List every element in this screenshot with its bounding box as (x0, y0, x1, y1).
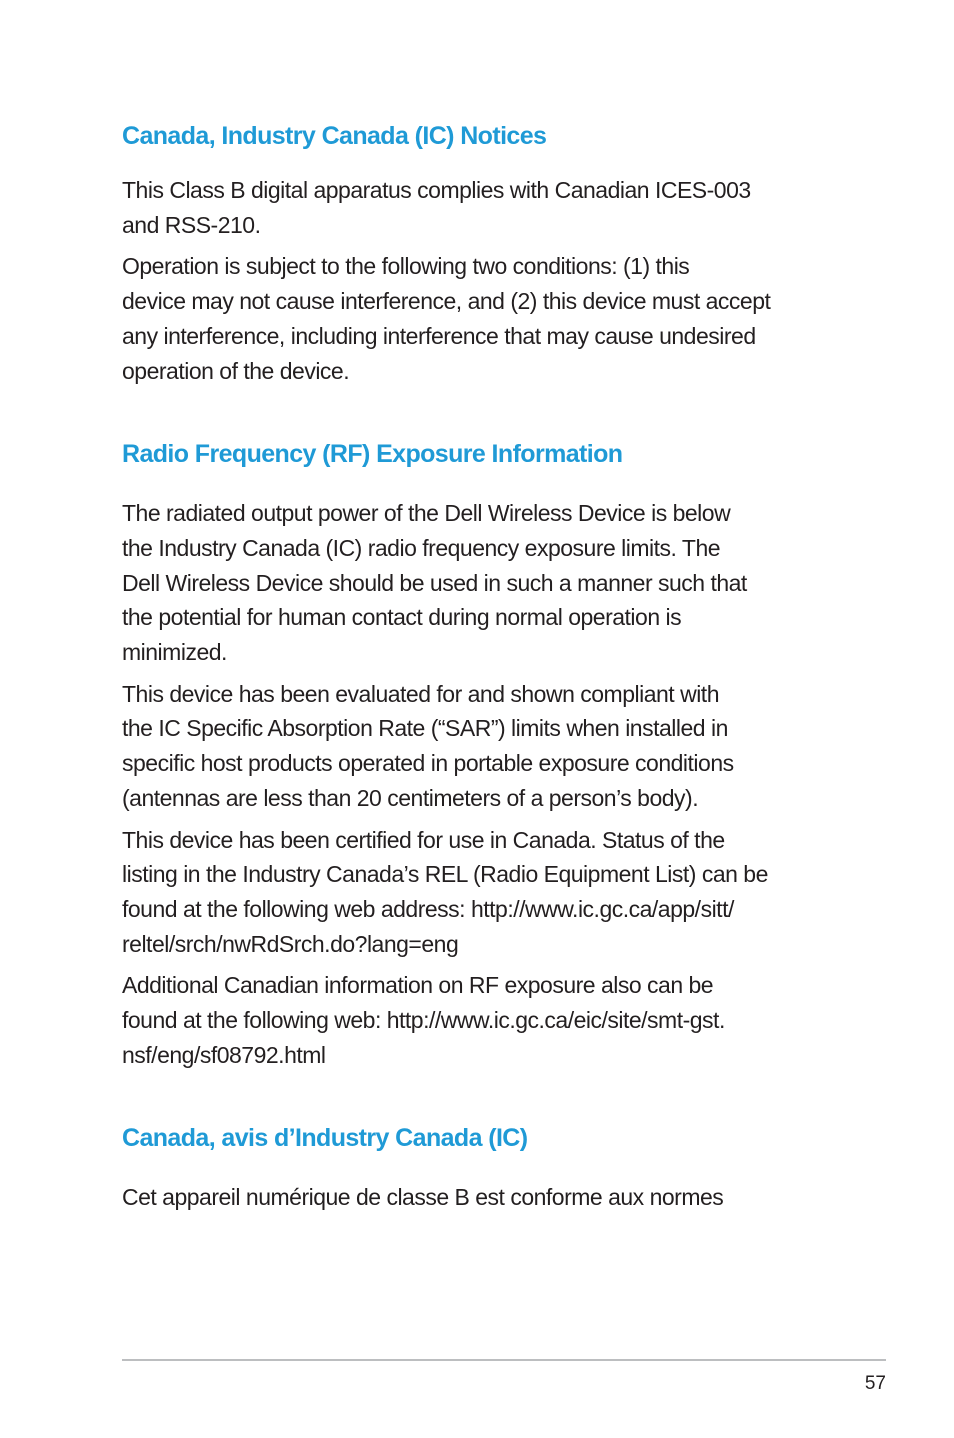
text-line: Dell Wireless Device should be used in such a manner such that (122, 569, 747, 596)
text-line: operation of the device. (122, 357, 350, 384)
text-line: specific host products operated in portable exposure conditions (122, 750, 734, 777)
page-content (122, 118, 842, 1215)
text-line: found at the following web: http://www.ic.gc.ca/eic/site/smt-gst. (122, 1007, 725, 1034)
text-line: This device has been certified for use in Canada. Status of the (122, 826, 725, 853)
text-line: the Industry Canada (IC) radio frequency exposure limits. The (122, 534, 721, 561)
text-line: listing in the Industry Canada’s REL (Radio Equipment List) can be (122, 861, 768, 888)
text-line: This device has been evaluated for and shown compliant with (122, 680, 719, 707)
section-heading-ic-notices: Canada, Industry Canada (IC) Notices (122, 122, 547, 150)
section-heading-avis-ic: Canada, avis d’Industry Canada (IC) (122, 1124, 528, 1153)
text-line: (antennas are less than 20 centimeters of a person’s body). (122, 784, 699, 811)
text-line: The radiated output power of the Dell Wireless Device is below (122, 500, 731, 527)
text-line: reltel/srch/nwRdSrch.do?lang=eng (122, 930, 459, 957)
text-line: any interference, including interference that may cause undesired (122, 322, 756, 349)
paragraph-operation-conditions (122, 249, 842, 388)
paragraph-ices-compliance (122, 173, 842, 242)
text-line: the IC Specific Absorption Rate (“SAR”) limits when installed in (122, 715, 728, 742)
footer-divider (122, 1359, 886, 1361)
text-line: and RSS-210. (122, 211, 261, 238)
paragraph-additional-info (122, 968, 842, 1072)
paragraph-sar-compliance (122, 677, 842, 816)
text-line: Additional Canadian information on RF exposure also can be (122, 972, 714, 999)
text-line: Cet appareil numérique de classe B est conforme aux normes (122, 1184, 724, 1211)
text-line: nsf/eng/sf08792.html (122, 1041, 326, 1068)
paragraph-classe-b (122, 1180, 842, 1215)
paragraph-radiated-output (122, 496, 842, 670)
text-line: the potential for human contact during normal operation is (122, 604, 682, 631)
section-heading-rf-exposure: Radio Frequency (RF) Exposure Information (122, 440, 623, 469)
text-line: This Class B digital apparatus complies with Canadian ICES-003 (122, 177, 751, 203)
text-line: Operation is subject to the following two conditions: (1) this (122, 253, 690, 280)
text-line: minimized. (122, 639, 227, 666)
paragraph-certification (122, 823, 842, 962)
page-number: 57 (864, 1373, 886, 1394)
text-line: device may not cause interference, and (2) this device must accept (122, 288, 771, 315)
text-line: found at the following web address: http://www.ic.gc.ca/app/sitt/ (122, 895, 734, 922)
